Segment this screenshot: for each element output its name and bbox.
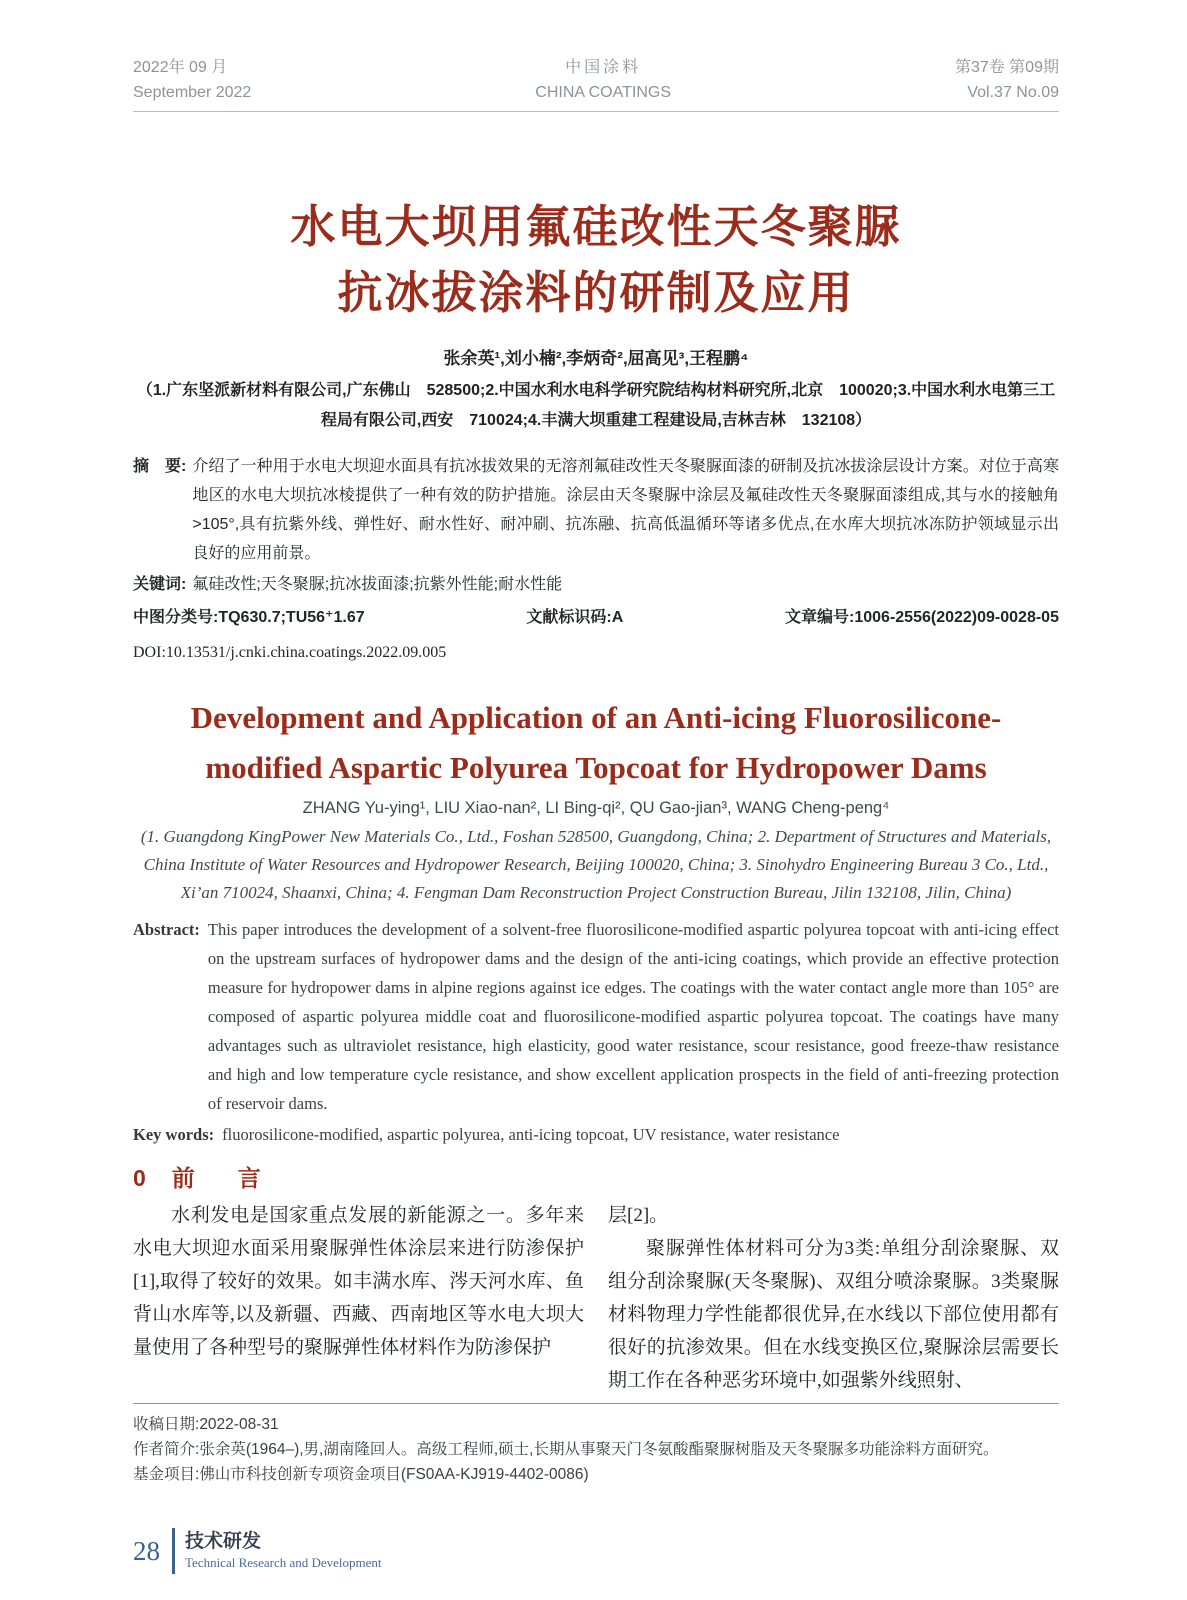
footnote-bio-text: 张余英(1964–),男,湖南隆回人。高级工程师,硕士,长期从事聚天门冬氨酸酯聚脲树脂及天冬聚脲多功能涂料方面研究。 <box>199 1441 999 1458</box>
footnote-author-bio <box>133 1437 1059 1462</box>
article-title-cn-line2: 抗冰拔涂料的研制及应用 <box>337 267 855 318</box>
body-paragraph-right: 聚脲弹性体材料可分为3类:单组分刮涂聚脲、双组分刮涂聚脲(天冬聚脲)、双组分喷涂聚脲。3类聚脲材料物理力学性能都很优异,在水线以下部位使用都有很好的抗渗效果。但在水线变换区位,聚脲涂层需要长期工作在各种恶劣环境中,如强紫外线照射、 <box>608 1238 1059 1391</box>
abstract-cn-block <box>133 452 1059 568</box>
section-title: 前 言 <box>171 1165 271 1191</box>
header-journal-cn: 中国涂料 <box>565 59 642 76</box>
abstract-en-block <box>133 915 1059 1118</box>
body-columns <box>133 1199 1059 1397</box>
header-journal-name <box>535 55 671 105</box>
footer-section <box>185 1530 382 1572</box>
footnote-received-text: 2022-08-31 <box>199 1416 279 1433</box>
doi-line: DOI:10.13531/j.cnki.china.coatings.2022.09.005 <box>133 644 447 661</box>
footnote-received-date <box>133 1412 1059 1437</box>
affiliations-en: (1. Guangdong KingPower New Materials Co., Ltd., Foshan 528500, Guangdong, China; 2. Department of Structures and Materials, China Institute of Water Resources and Hydropower Research, Beijing 100020, China; 3. Sinohydro Engineering Bureau 3 Co., Ltd., Xi’an 710024, Shaanxi, China; 4. Fengman Dam Reconstruction Project Construction Bureau, Jilin 132108, Jilin, China) <box>140 827 1052 902</box>
article-title-en-line1: Development and Application of an Anti-icing Fluorosilicone- <box>190 700 1002 735</box>
header-date-en: September 2022 <box>133 84 252 101</box>
footnotes <box>133 1403 1059 1487</box>
article-id: 文章编号:1006-2556(2022)09-0028-05 <box>785 609 1059 626</box>
header-journal-en: CHINA COATINGS <box>535 84 671 101</box>
keywords-en-block <box>133 1120 1059 1149</box>
footnote-received-label: 收稿日期: <box>133 1416 200 1433</box>
article-title-cn-line1: 水电大坝用氟硅改性天冬聚脲 <box>290 201 902 252</box>
affiliations-cn: （1.广东坚派新材料有限公司,广东佛山 528500;2.中国水利水电科学研究院结构材料研究所,北京 100020;3.中国水利水电第三工程局有限公司,西安 710024;4.丰满大坝重建工程建设局,吉林吉林 132108） <box>136 382 1056 429</box>
page-footer <box>133 1528 382 1574</box>
body-paragraph-continuation: 层[2]。 <box>608 1205 669 1226</box>
abstract-cn-label: 摘 要: <box>133 458 187 475</box>
footnote-fund-label: 基金项目: <box>133 1466 200 1483</box>
authors-en: ZHANG Yu-ying¹, LIU Xiao-nan², LI Bing-qi², QU Gao-jian³, WANG Cheng-peng⁴ <box>302 799 890 817</box>
abstract-en-text: This paper introduces the development of a solvent-free fluorosilicone-modified aspartic polyurea topcoat with anti-icing effect on the upstream surfaces of hydropower dams and the design of the anti-icing coatings, which provide an effective protection measure for hydropower dams in alpine regions against ice edges. The coatings with the water contact angle more than 105° are composed of aspartic polyurea middle coat and fluorosilicone-modified aspartic polyurea topcoat. The coatings have many advantages such as ultraviolet resistance, high elasticity, good water resistance, scour resistance, good freeze-thaw resistance and high and low temperature cycle resistance, and show excellent application prospects in the field of anti-freezing protection of reservoir dams. <box>207 920 1059 1113</box>
section-heading-intro <box>133 1163 1059 1193</box>
body-column-left <box>133 1199 584 1397</box>
footnote-fund-text: 佛山市科技创新专项资金项目(FS0AA-KJ919-4402-0086) <box>199 1466 589 1483</box>
header-issue-cn: 第37卷 第09期 <box>954 59 1059 76</box>
keywords-cn-text: 氟硅改性;天冬聚脲;抗冰拔面漆;抗紫外性能;耐水性能 <box>192 576 563 593</box>
keywords-cn-block <box>133 570 1059 599</box>
section-number: 0 <box>133 1165 146 1191</box>
journal-header <box>133 55 1059 112</box>
clc-number: 中图分类号:TQ630.7;TU56⁺1.67 <box>133 609 365 626</box>
body-paragraph-left: 水利发电是国家重点发展的新能源之一。多年来水电大坝迎水面采用聚脲弹性体涂层来进行防渗保护[1],取得了较好的效果。如丰满水库、涔天河水库、鱼背山水库等,以及新疆、西藏、西南地区等水电大坝大量使用了各种型号的聚脲弹性体材料作为防渗保护 <box>133 1205 584 1358</box>
footer-section-en: Technical Research and Development <box>185 1555 382 1570</box>
header-volume-issue <box>955 55 1059 105</box>
body-column-right <box>608 1199 1059 1397</box>
keywords-en-label: Key words: <box>133 1125 215 1144</box>
abstract-en-label: Abstract: <box>133 920 200 939</box>
footnote-fund-project <box>133 1462 1059 1487</box>
document-code: 文献标识码:A <box>526 609 624 626</box>
article-title-cn <box>133 194 1059 326</box>
authors-cn: 张余英¹,刘小楠²,李炳奇²,屈高见³,王程鹏⁴ <box>443 349 749 368</box>
classification-row <box>133 603 1059 632</box>
keywords-en-text: fluorosilicone-modified, aspartic polyurea, anti-icing topcoat, UV resistance, water resistance <box>222 1125 840 1144</box>
keywords-cn-label: 关键词: <box>133 576 187 593</box>
header-date-cn: 2022年 09 月 <box>133 59 228 76</box>
page-number: 28 <box>133 1535 160 1566</box>
abstract-cn-text: 介绍了一种用于水电大坝迎水面具有抗冰拔效果的无溶剂氟硅改性天冬聚脲面漆的研制及抗冰拔涂层设计方案。对位于高寒地区的水电大坝抗冰棱提供了一种有效的防护措施。涂层由天冬聚脲中涂层及氟硅改性天冬聚脲面漆组成,其与水的接触角>105°,具有抗紫外线、弹性好、耐水性好、耐冲刷、抗冻融、抗高低温循环等诸多优点,在水库大坝抗冰冻防护领域显示出良好的应用前景。 <box>192 458 1059 562</box>
footer-divider-bar <box>172 1528 175 1574</box>
article-title-en <box>133 693 1059 793</box>
footer-section-cn: 技术研发 <box>185 1531 262 1552</box>
header-issue-en: Vol.37 No.09 <box>967 84 1059 101</box>
footnote-bio-label: 作者简介: <box>133 1441 200 1458</box>
header-issue-date <box>133 55 251 105</box>
article-title-en-line2: modified Aspartic Polyurea Topcoat for Hydropower Dams <box>205 750 987 785</box>
